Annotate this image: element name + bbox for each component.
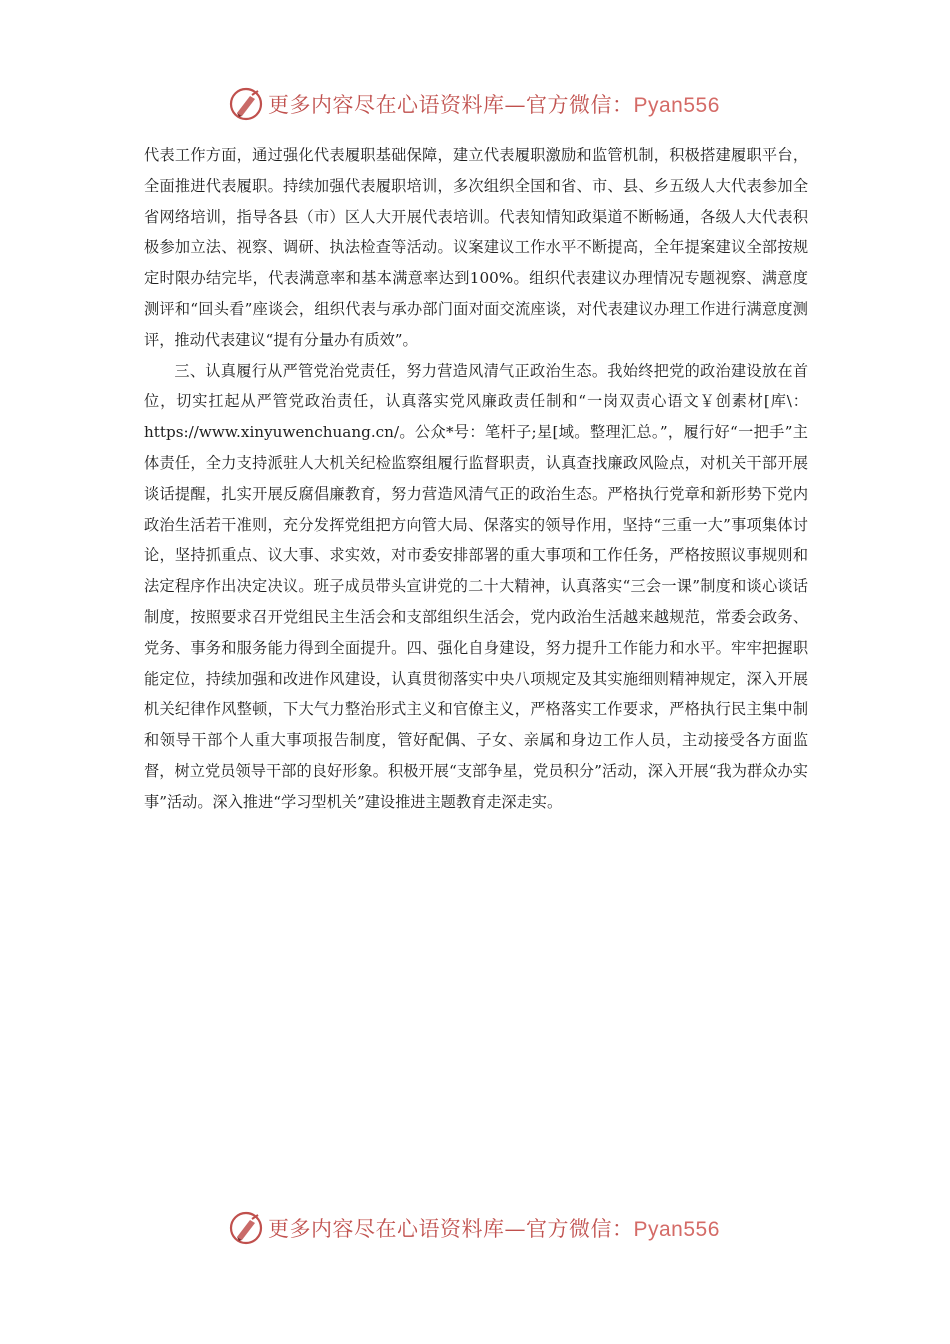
watermark-text: 更多内容尽在心语资料库—官方微信：Pyan556 bbox=[268, 1217, 720, 1241]
footer-watermark bbox=[228, 1208, 720, 1248]
header-watermark bbox=[228, 84, 720, 124]
pen-nib-logo-icon bbox=[228, 86, 264, 122]
paragraph: 三、认真履行从严管党治党责任，努力营造风清气正政治生态。我始终把党的政治建设放在首位，切实扛起从严管党政治责任，认真落实党风廉政责任制和“一岗双责心语文￥创素材[库\：https://www.xinyuwenchuang.cn/。公众*号：笔杆子;星[域。整理汇总。”，履行好“一把手”主体责任，全力支持派驻人大机关纪检监察组履行监督职责，认真查找廉政风险点，对机关干部开展谈话提醒，扎实开展反腐倡廉教育，努力营造风清气正的政治生态。严格执行党章和新形势下党内政治生活若干准则，充分发挥党组把方向管大局、保落实的领导作用，坚持“三重一大”事项集体讨论，坚持抓重点、议大事、求实效，对市委安排部署的重大事项和工作任务，严格按照议事规则和法定程序作出决定决议。班子成员带头宣讲党的二十大精神，认真落实“三会一课”制度和谈心谈话制度，按照要求召开党组民主生活会和支部组织生活会，党内政治生活越来越规范，常委会政务、党务、事务和服务能力得到全面提升。四、强化自身建设，努力提升工作能力和水平。牢牢把握职能定位，持续加强和改进作风建设，认真贯彻落实中央八项规定及其实施细则精神规定，深入开展机关纪律作风整顿，下大气力整治形式主义和官僚主义，严格落实工作要求，严格执行民主集中制和领导干部个人重大事项报告制度，管好配偶、子女、亲属和身边工作人员，主动接受各方面监督，树立党员领导干部的良好形象。积极开展“支部争星，党员积分”活动，深入开展“我为群众办实事”活动。深入推进“学习型机关”建设推进主题教育走深走实。 bbox=[144, 361, 808, 811]
document-body bbox=[144, 140, 808, 818]
watermark-text: 更多内容尽在心语资料库—官方微信：Pyan556 bbox=[268, 93, 720, 117]
pen-nib-logo-icon bbox=[228, 1210, 264, 1246]
paragraph: 代表工作方面，通过强化代表履职基础保障，建立代表履职激励和监管机制，积极搭建履职平台，全面推进代表履职。持续加强代表履职培训，多次组织全国和省、市、县、乡五级人大代表参加全省网络培训，指导各县（市）区人大开展代表培训。代表知情知政渠道不断畅通，各级人大代表积极参加立法、视察、调研、执法检查等活动。议案建议工作水平不断提高，全年提案建议全部按规定时限办结完毕，代表满意率和基本满意率达到100%。组织代表建议办理情况专题视察、满意度测评和“回头看”座谈会，组织代表与承办部门面对面交流座谈，对代表建议办理工作进行满意度测评，推动代表建议“提有分量办有质效”。 bbox=[144, 146, 808, 349]
